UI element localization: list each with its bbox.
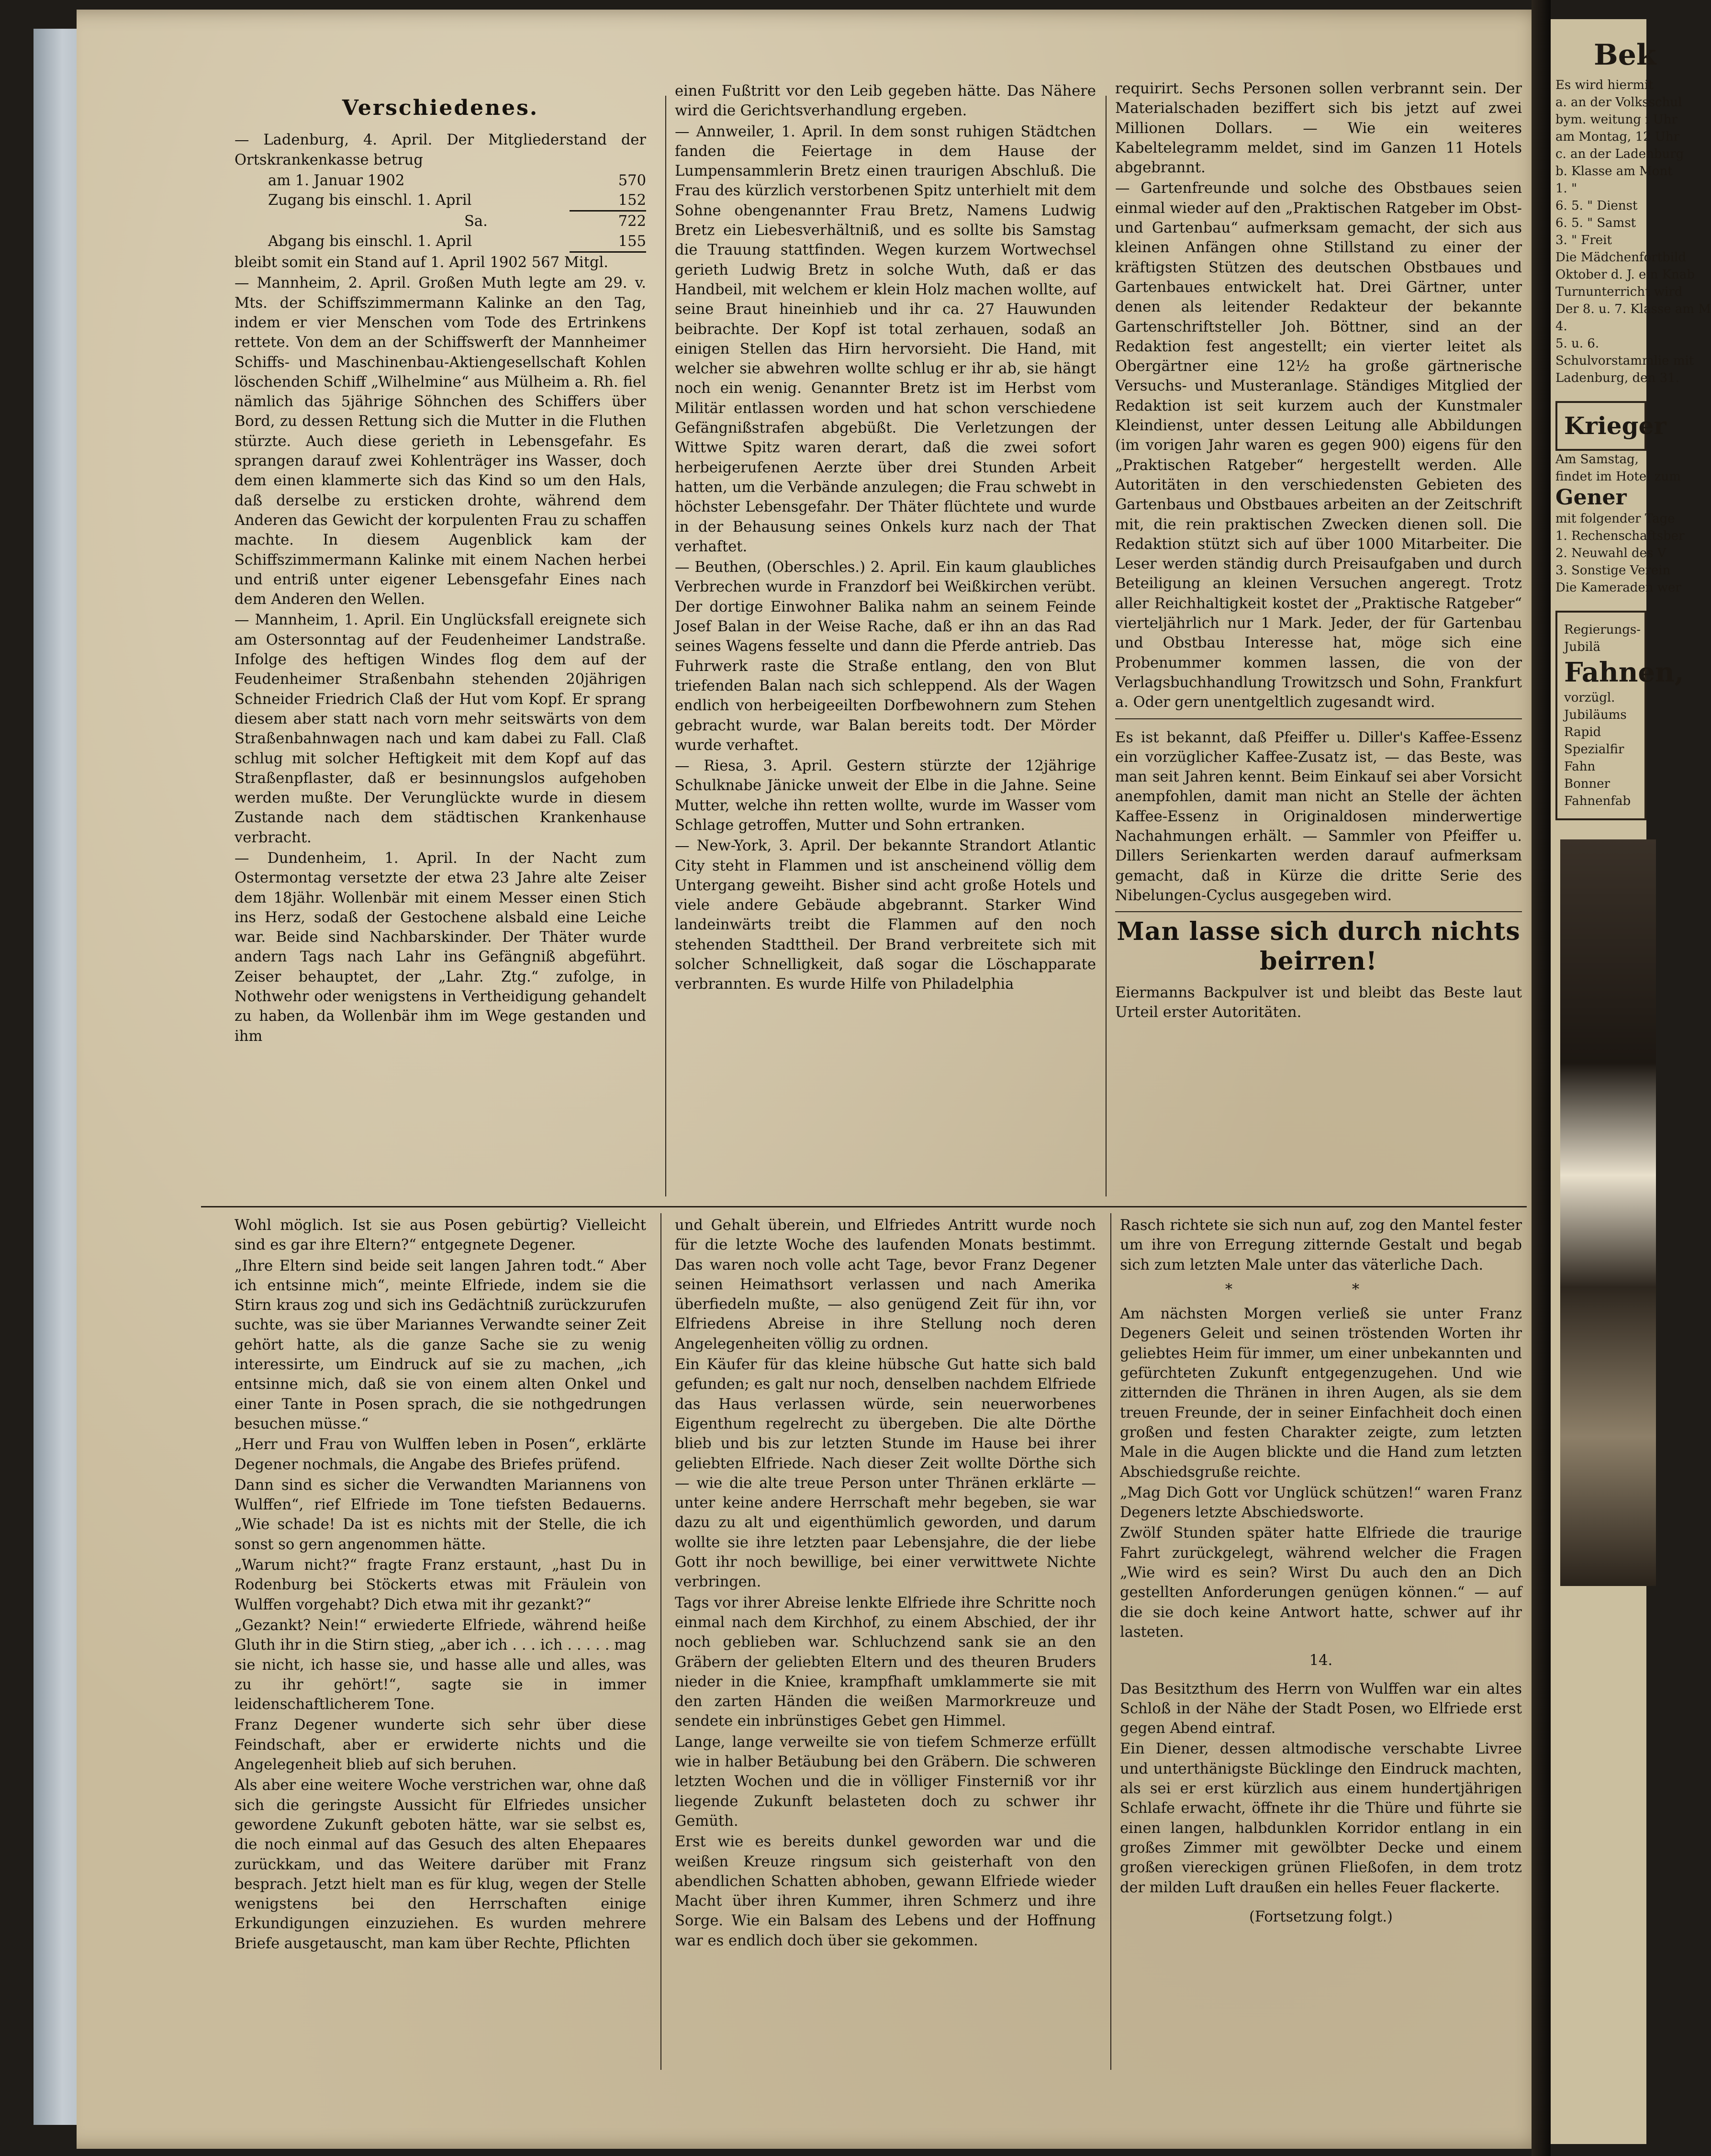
ad-divider — [1115, 718, 1522, 719]
story-paragraph: Ein Diener, dessen altmodische verschabte Livree und unterthänigste Bücklinge den Eindruck machten, als sei er erst kürzlich aus einem hundertjährigen Schlafe erwacht, öffnete ihr die Thüre und führte sie einen langen, halbdunklen Korridor entlang in ein großes Zimmer mit gewölbter Decke und einem großen viereckigen grünen Fließofen, in dem trotz der milden Luft draußen ein helles Feuer flackerte. — [1120, 1741, 1522, 1896]
column-divider-2 — [1106, 96, 1107, 1196]
story-paragraph: „Mag Dich Gott vor Unglück schützen!“ waren Franz Degeners letzte Abschiedsworte. — [1120, 1484, 1522, 1521]
column-1-bottom — [235, 1216, 646, 1955]
story-paragraph: und Gehalt überein, und Elfriedes Antritt wurde noch für die letzte Woche des laufenden Monats bestimmt. Das waren noch volle acht Tage, bevor Franz Degener seinen Heimathsort verlassen und nach Amerika überfiedeln mußte, — also genügend Zeit für ihn, vor Elfriedens Abreise in ihre Stellung noch deren Angelegenheiten völlig zu ordnen. — [675, 1217, 1096, 1352]
story-paragraph: Lange, lange verweilte sie von tiefem Schmerze erfüllt wie in halber Betäubung bei den Gräbern. Die schweren letzten Wochen und die in völliger Finsterniß vor ihr liegende Zukunft belasteten doch zu schwer ihr Gemüth. — [675, 1733, 1096, 1830]
next-page-ad-box: Krieger — [1555, 401, 1646, 451]
continued-note: (Fortsetzung folgt.) — [1249, 1908, 1393, 1925]
column-3-top — [1115, 79, 1522, 1024]
ad-divider — [1115, 911, 1522, 912]
next-page-heading: Bek — [1594, 38, 1656, 72]
next-page-lines: Am Samstag, findet im Hotel zum Gener mit folgender Tage 1. Rechenschaftsber 2. Neuwahl des V 3. Sonstige Verein Die Kameraden wer — [1555, 452, 1685, 595]
story-paragraph: Franz Degener wunderte sich sehr über diese Feindschaft, aber er erwiderte nichts und die Angelegenheit blieb auf sich beruhen. — [235, 1717, 646, 1774]
column-1-top — [235, 98, 646, 1047]
story-paragraph: Erst wie es bereits dunkel geworden war und die weißen Kreuze ringsum sich geisterhaft von den abendlichen Schatten abhoben, gewann Elfriede wieder Macht über ihren Kummer, ihren Schmerz und ihre Sorge. Wie ein Balsam des Lebens und der Hoffnung war es endlich doch über sie gekommen. — [675, 1833, 1096, 1949]
story-paragraph: Am nächsten Morgen verließ sie unter Franz Degeners Geleit und seinen tröstenden Worten ihr geliebtes Heim für immer, um einer unbekannten und gefürchteten Zukunft entgegenzugehen. Und wie zitternden die Thränen in ihren Augen, als sie dem treuen Freunde, der in seiner Einfachheit doch einen großen und festen Charakter zeigte, zum letzten Male in die Augen blickte und die Hand zum letzten Abschiedsgruße reichte. — [1120, 1306, 1522, 1481]
table-row: Abgang bis einschl. 1. April 155 — [235, 232, 646, 253]
article-new-york: — New-York, 3. April. Der bekannte Strandort Atlantic City steht in Flammen und ist anscheinend völlig dem Untergang geweiht. Bisher sind acht große Hotels und viele andere Gebäude abgebrannt. Starker Wind landeinwärts treibt die Flammen auf den noch stehenden Stadttheil. Der Brand verbreitete sich mit solcher Schnelligkeit, daß sogar die Löschapparate verbrannten. Es wurde Hilfe von Philadelphia — [675, 838, 1096, 993]
story-paragraph: Zwölf Stunden später hatte Elfriede die traurige Fahrt zurückgelegt, während welcher die Fragen „Wie wird es sein? Wirst Du auch den an Dich gestellten Anforderungen genügen können.“ — auf die sie doch keine Antwort hatte, schwer auf ihr lasteten. — [1120, 1525, 1522, 1641]
chapter-number: 14. — [1309, 1652, 1333, 1669]
story-paragraph: Tags vor ihrer Abreise lenkte Elfriede ihre Schritte noch einmal nach dem Kirchhof, zu einem Abschied, der ihr noch geblieben war. Schluchzend sank sie an den Gräbern der geliebten Eltern und des theuren Bruders nieder in die Kniee, krampfhaft umklammerte sie mit den zarten Händen die weißen Marmorkreuze und sendete ein inbrünstiges Gebet gen Himmel. — [675, 1594, 1096, 1730]
story-paragraph: Das Besitzthum des Herrn von Wulffen war ein altes Schloß in der Nähe der Stadt Posen, wo Elfriede erst gegen Abend eintraf. — [1120, 1680, 1522, 1737]
article-beuthen: — Beuthen, (Oberschles.) 2. April. Ein kaum glaubliches Verbrechen wurde in Franzdorf bei Weißkirchen verübt. Der dortige Einwohner Balika nahm an seinem Feinde Josef Balan in der Weise Rache, daß er ihn an das Rad seines Wagens fesselte und dann die Pferde antrieb. Das Fuhrwerk raste die Straße entlang, den von Blut triefenden Balan nach sich schleppend. Als der Wagen endlich von herbeigeeilten Dorfbewohnern zum Stehen gebracht wurde, war Balan bereits todt. Der Mörder wurde verhaftet. — [675, 559, 1096, 754]
article-riesa: — Riesa, 3. April. Gestern stürzte der 12jährige Schulknabe Jänicke unweit der Elbe in die Jahne. Seine Mutter, welche ihn retten wollte, wurde im Wasser vom Schlage getroffen, Mutter und Sohn ertranken. — [675, 758, 1096, 834]
story-paragraph: Wohl möglich. Ist sie aus Posen gebürtig? Vielleicht sind es gar ihre Eltern?“ entgegnete Degener. — [235, 1217, 646, 1254]
membership-table — [235, 171, 646, 253]
column-divider-4 — [1110, 1213, 1111, 2070]
article-mannheim-1: — Mannheim, 2. April. Großen Muth legte am 29. v. Mts. der Schiffszimmermann Kalinke an den Tag, indem er vier Menschen vom Tode des Ertrinkens rettete. Von dem an der Schiffswerft der Mannheimer Schiffs- und Maschinenbau-Aktiengesellschaft Kohlen löschenden Schiff „Wilhelmine“ aus Mülheim a. Rh. fiel nämlich das 5jährige Söhnchen des Schiffers über Bord, zu dessen Rettung sich die Mutter in die Fluthen stürzte. Auch diese gerieth in Lebensgefahr. Es sprangen darauf zwei Kohlenträger ins Wasser, doch dem einen klammerte sich das Kind so um den Hals, daß derselbe zu ersticken drohte, während dem Anderen das Gewicht der korpulenten Frau zu schaffen machte. In diesem Augenblick kam der Schiffszimmermann Kalinke mit einem Nachen herbei und entriß unter eigener Lebensgefahr Eines nach dem Anderen den Wellen. — [235, 275, 646, 608]
column-2-bottom — [675, 1216, 1096, 1952]
article-annweiler: — Annweiler, 1. April. In dem sonst ruhigen Städtchen fanden die Feiertage in dem Hause der Lumpensammlerin Bretz einen traurigen Abschluß. Die Frau des kürzlich verstorbenen Spitz unterhielt mit dem Sohne obengenannter Frau Bretz, Namens Ludwig Bretz ein Liebesverhältniß, und es sollte bis Samstag die Trauung stattfinden. Wegen kurzem Wortwechsel gerieth Ludwig Bretz in solche Wuth, daß er das Handbeil, mit welchem er klein Holz machen wollte, auf seine Braut hineinhieb und ihr ca. 27 Hauwunden beibrachte. Der Kopf ist total zerhauen, sodaß an einigen Stellen das Hirn hervorsieht. Die Hand, mit welcher sie abwehren wollte schlug er ihr ab, sie hängt noch ein wenig. Genannter Bretz ist im Herbst vom Militär entlassen worden und hat schon verschiedene Gefängnißstrafen abgebüßt. Die Verletzungen der Wittwe Spitz waren derart, daß die zwei sofort herbeigerufenen Aerzte über drei Stunden Arbeit hatten, um die Verbände anzulegen; die Frau schwebt in höchster Lebensgefahr. Der Thäter flüchtete und wurde in der Behausung seines Onkels kurz nach der That verhaftet. — [675, 123, 1096, 555]
story-paragraph: „Gezankt? Nein!“ erwiederte Elfriede, während heiße Gluth ihr in die Stirn stieg, „aber ich . . . ich . . . . . mag sie nicht, ich hasse sie, und hasse alle und alles, was zu ihr gehört!“, sagte sie in immer leidenschaftlicherem Tone. — [235, 1617, 646, 1713]
story-paragraph: Dann sind es sicher die Verwandten Mariannens von Wulffen“, rief Elfriede im Tone tiefsten Bedauerns. „Wie schade! Da ist es nichts mit der Stelle, die ich sonst so gern angenommen hätte. — [235, 1476, 646, 1553]
story-paragraph: Rasch richtete sie sich nun auf, zog den Mantel fester um ihre von Erregung zitternde Gestalt und begab sich zum letzten Male unter das väterliche Dach. — [1120, 1217, 1522, 1273]
next-page-ad-box: Regierungs-Jubilä Fahnen, vorzügl. Jubiläums Rapid Spezialfir Fahn Bonner Fahnenfab — [1555, 611, 1646, 820]
column-divider-3 — [660, 1213, 661, 2070]
table-row: Sa. 722 — [464, 213, 646, 230]
next-page-lines: Es wird hiermit a. an der Volksschul bym. weitung i Uhr am Montag, 12 Uhr c. an der Ladenburg b. Klasse am Mont 1. " 6. 5. " Dienst 6. 5. " Samst 3. " Freit Die Mädchenfortbild Oktober d. J. ein Knab Turnunterricht wird Der 8. u. 7. Klasse am M 4. 5. u. 6. Schulvorstammlie mit Ladenburg, den 31. — [1555, 78, 1711, 385]
article-ladenburg: — Ladenburg, 4. April. Der Mitgliederstand der Ortskrankenkasse betrug — [235, 132, 646, 168]
article-gartenfreunde: — Gartenfreunde und solche des Obstbaues seien einmal wieder auf den „Praktischen Ratgeber im Obst- und Gartenbau“ aufmerksam gemacht, der sich aus kleinen Anfängen ohne Stillstand zu einer der kräftigsten Stützen des deutschen Obstbaues und Gartenbaues entwickelt hat. Drei Gärtner, unter denen als leitender Redakteur der bekannte Gartenschriftsteller Joh. Böttner, sind an der Redaktion fest angestellt; ein vierter leitet als Obergärtner eine 12½ ha große gärtnerische Versuchs- und Musteranlage. Ständiges Mitglied der Redaktion ist seit kurzem auch der Kunstmaler Kleindienst, unter dessen Leitung alle Abbildungen (im vorigen Jahr waren es gegen 900) eigens für den „Praktischen Ratgeber“ hergestellt werden. Alle Autoritäten in den verschiedensten Gebieten des Gartenbaus und Obstbaues arbeiten an der Zeitschrift mit, die rein praktischen Zwecken dienen soll. Die Redaktion stützt sich auf über 1000 Mitarbeiter. Die Leser werden ständig durch Preisaufgaben und durch Beteiligung an kleinen Versuchen angeregt. Trotz aller Reichhaltigkeit kostet der „Praktische Ratgeber“ vierteljährlich nur 1 Mark. Jeder, der für Gartenbau und Obstbau Interesse hat, möge sich eine Probenummer kommen lassen, die von der Verlagsbuchhandlung Trowitzsch und Sohn, Frankfurt a. Oder gern unentgeltlich zugesandt wird. — [1115, 180, 1522, 711]
next-page-illustration — [1560, 839, 1656, 1586]
page-gutter — [1532, 0, 1551, 2156]
article-mannheim-2: — Mannheim, 1. April. Ein Unglücksfall ereignete sich am Ostersonntag auf der Feudenheimer Landstraße. Infolge des heftigen Windes flog dem auf der Feudenheimer Straßenbahn stehenden 20jährigen Schneider Friedrich Claß der Hut vom Kopf. Er sprang diesem aber statt nach vorn mehr seitswärts von dem Straßenbahnwagen nach und kam dabei zu Fall. Claß schlug mit solcher Heftigkeit mit dem Kopf auf das Straßenpflaster, daß er besinnungslos aufgehoben werden mußte. Der Verunglückte wurde in diesem Zustande nach dem städtischen Krankenhause verbracht. — [235, 612, 646, 846]
table-row: Zugang bis einschl. 1. April 152 — [235, 190, 646, 212]
story-paragraph: „Ihre Eltern sind beide seit langen Jahren todt.“ Aber ich entsinne mich“, meinte Elfriede, indem sie die Stirn kraus zog und sich ins Gedächtniß zurückzurufen suchte, was sie über Mariannes Verwandte seiner Zeit gehört hatte, als die ganze Sache sie zu wenig interessirte, um Eindruck auf sie zu machen, „ich entsinne mich, daß sie von einem alten Onkel und einer Tante in Posen sprach, die sie nothgedrungen besuchen müsse.“ — [235, 1257, 646, 1432]
story-paragraph: Ein Käufer für das kleine hübsche Gut hatte sich bald gefunden; es galt nur noch, denselben nachdem Elfriede das Haus verlassen würde, sein neuerworbenes Eigenthum regelrecht zu übergeben. Die alte Dörthe blieb und bis zur letzten Stunde im Hause bei ihrer geliebten Elfriede. Nach dieser Zeit wollte Dörthe sich — wie die alte treue Person unter Thränen erklärte — unter keine andere Herrschaft mehr begeben, sie war dazu zu alt und eigenthümlich geworden, und darum wollte sie ihre letzten paar Lebensjahre, die der liebe Gott ihr noch bewillige, bei einer verwittwete Nichte verbringen. — [675, 1356, 1096, 1591]
next-page-edge — [1551, 19, 1711, 2144]
story-paragraph: „Herr und Frau von Wulffen leben in Posen“, erklärte Degener nochmals, die Angabe des Briefes prüfend. — [235, 1436, 646, 1473]
column-3-bottom — [1120, 1216, 1522, 1927]
article-ladenburg-end: bleibt somit ein Stand auf 1. April 1902 567 Mitgl. — [235, 254, 608, 271]
column-divider-1 — [665, 96, 666, 1196]
ad-backpulver: Eiermanns Backpulver ist und bleibt das Beste laut Urteil erster Autoritäten. — [1115, 984, 1522, 1021]
ad-headline: Man lasse sich durch nichts beirren! — [1117, 917, 1521, 976]
ad-kaffee-essenz: Es ist bekannt, daß Pfeiffer u. Diller's Kaffee-Essenz ein vorzüglicher Kaffee-Zusatz ist, — das Beste, was man seit Jahren kennt. Beim Einkauf sei aber Vorsicht anempfohlen, damit man nicht an Stelle der ächten Kaffee-Essenz in Originaldosen minderwertige Nachahmungen erhält. — Sammler von Pfeiffer u. Dillers Serienkarten werden darauf aufmerksam gemacht, daß in Kürze die dritte Serie des Nibelungen-Cyclus ausgegeben wird. — [1115, 729, 1522, 904]
table-row: am 1. Januar 1902 570 — [268, 172, 646, 189]
article-dundenheim: — Dundenheim, 1. April. In der Nacht zum Ostermontag versetzte der etwa 23 Jahre alte Zeiser dem 18jähr. Wollenbär mit einem Messer einen Stich ins Herz, sodaß der Gestochene alsbald eine Leiche war. Beide sind Nachbarskinder. Der Thäter wurde andern Tags nach Lahr ins Gefängniß abgeführt. Zeiser behauptet, der „Lahr. Ztg.“ zufolge, in Nothwehr oder wenigstens in Vertheidigung gehandelt zu haben, da Wollenbär ihm im Wege gestanden und ihm — [235, 849, 646, 1045]
story-paragraph: Als aber eine weitere Woche verstrichen war, ohne daß sich die geringste Aussicht für Elfriedes unsicher gewordene Zukunft geboten hätte, war sie selbst es, die noch einmal auf das Gesuch des alten Ehepaares zurückkam, und das Weitere darüber mit Franz besprach. Jetzt hielt man es für klug, wegen der Stelle wenigstens bei den Herrschaften einige Erkundigungen einzuziehen. Es wurden mehrere Briefe ausgetauscht, man kam über Rechte, Pflichten — [235, 1777, 646, 1952]
article-continued: einen Fußtritt vor den Leib gegeben hätte. Das Nähere wird die Gerichtsverhandlung ergeben. — [675, 83, 1096, 120]
section-break-stars: * * — [1225, 1281, 1417, 1298]
column-2-top — [675, 81, 1096, 995]
story-paragraph: „Warum nicht?“ fragte Franz erstaunt, „hast Du in Rodenburg bei Stöckerts etwas mit Fräulein von Wulffen vorgehabt? Dich etwa mit ihr gezankt?“ — [235, 1557, 646, 1613]
article-new-york-end: requirirt. Sechs Personen sollen verbrannt sein. Der Materialschaden beziffert sich bis jetzt auf zwei Millionen Dollars. — Wie ein weiteres Kabeltelegramm meldet, sind im Ganzen 11 Hotels abgebrannt. — [1115, 80, 1522, 177]
horizontal-divider — [201, 1206, 1527, 1207]
section-heading: Verschiedenes. — [342, 96, 539, 120]
